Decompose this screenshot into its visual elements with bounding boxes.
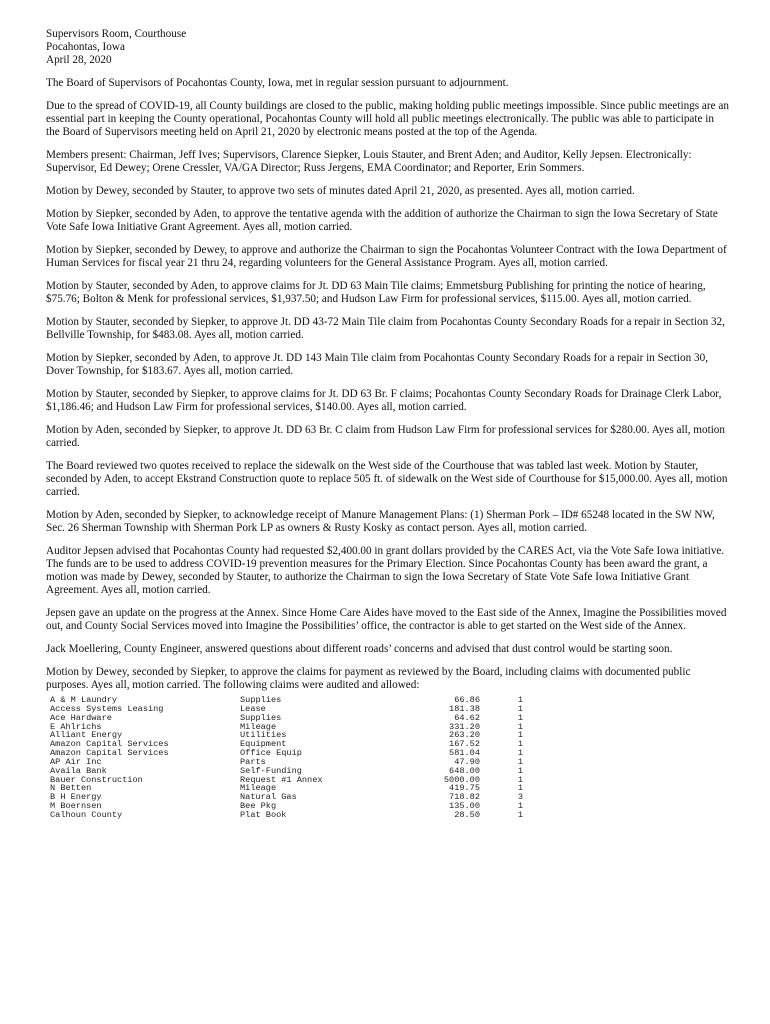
claim-row bbox=[50, 705, 730, 714]
meeting-location: Supervisors Room, Courthouse bbox=[46, 28, 187, 40]
claim-amount: 47.90 bbox=[454, 756, 480, 767]
claim-count: 1 bbox=[517, 703, 523, 714]
claim-vendor: Amazon Capital Services bbox=[50, 739, 169, 750]
claim-count: 1 bbox=[517, 809, 523, 820]
claims-motion-paragraph: Motion by Dewey, seconded by Siepker, to approve the claims for payment as reviewed by the Board, including claims with documented public purposes. Ayes all, motion carried. The following claims were audited and allowed: bbox=[46, 666, 691, 691]
claim-amount: 181.38 bbox=[449, 703, 480, 714]
dd63-br-f-paragraph: Motion by Stauter, seconded by Siepker, to approve claims for Jt. DD 63 Br. F claims; Pocahontas County Secondary Roads for Drainage Clerk Labor, $1,186.46; and Hudson Law Firm for professional services, $140.00. Ayes all, motion carried. bbox=[46, 388, 722, 413]
claim-row bbox=[50, 723, 730, 732]
claim-amount: 648.00 bbox=[449, 765, 480, 776]
claim-description: Self-Funding bbox=[240, 765, 302, 776]
sidewalk-paragraph: The Board reviewed two quotes received to replace the sidewalk on the West side of the Courthouse that was tabled last week. Motion by Stauter, seconded by Aden, to accept Ekstrand Construction quote to replace 505 ft. of sidewalk on the West side of Courthouse for $15,000.00. Ayes all, motion carried. bbox=[46, 460, 728, 498]
claims-table bbox=[50, 696, 730, 820]
claim-count: 1 bbox=[517, 783, 523, 794]
claim-description: Natural Gas bbox=[240, 792, 297, 803]
claim-description: Bee Pkg bbox=[240, 801, 277, 812]
claim-description: Supplies bbox=[240, 712, 282, 723]
claim-vendor: Access Systems Leasing bbox=[50, 703, 164, 714]
claim-vendor: Availa Bank bbox=[50, 765, 107, 776]
claim-amount: 718.82 bbox=[449, 792, 480, 803]
claim-row bbox=[50, 749, 730, 758]
claim-count: 1 bbox=[517, 730, 523, 741]
manure-plan-paragraph: Motion by Aden, seconded by Siepker, to acknowledge receipt of Manure Management Plans: (1) Sherman Pork – ID# 65248 located in the SW NW, Sec. 26 Sherman Township with Sherman Pork LP as owners & Rusty Kosky as contact person. Ayes all, motion carried. bbox=[46, 509, 715, 534]
dd63-main-tile-paragraph: Motion by Stauter, seconded by Aden, to approve claims for Jt. DD 63 Main Tile claims; Emmetsburg Publishing for printing the notice of hearing, $75.76; Bolton & Menk for professional services, $1,937.50; and Hudson Law Firm for professional services, $115.00. Ayes all, motion carried. bbox=[46, 280, 706, 305]
claim-count: 1 bbox=[517, 748, 523, 759]
covid-notice-paragraph: Due to the spread of COVID-19, all County buildings are closed to the public, making holding public meetings impossible. Since public meetings are an essential part in keeping the County operational, Pocahontas County will hold all public meetings electronically. The public was able to participate in the Board of Supervisors meeting held on April 21, 2020 by electronic means posted at the top of the Agenda. bbox=[46, 100, 729, 138]
volunteer-contract-paragraph: Motion by Siepker, seconded by Dewey, to approve and authorize the Chairman to sign the Pocahontas Volunteer Contract with the Iowa Department of Human Services for fiscal year 21 thru 24, regarding volunteers for the General Assistance Program. Ayes all, motion carried. bbox=[46, 244, 727, 269]
claim-row bbox=[50, 784, 730, 793]
claim-vendor: Bauer Construction bbox=[50, 774, 143, 785]
claim-vendor: Amazon Capital Services bbox=[50, 748, 169, 759]
claim-vendor: B H Energy bbox=[50, 792, 102, 803]
claim-row bbox=[50, 714, 730, 723]
county-engineer-paragraph: Jack Moellering, County Engineer, answered questions about different roads’ concerns and advised that dust control would be starting soon. bbox=[46, 643, 673, 655]
minutes-motion-paragraph: Motion by Dewey, seconded by Stauter, to approve two sets of minutes dated April 21, 2020, as presented. Ayes all, motion carried. bbox=[46, 185, 635, 197]
claim-vendor: Alliant Energy bbox=[50, 730, 123, 741]
claim-amount: 135.00 bbox=[449, 801, 480, 812]
intro-paragraph: The Board of Supervisors of Pocahontas County, Iowa, met in regular session pursuant to adjournment. bbox=[46, 77, 509, 89]
claim-description: Equipment bbox=[240, 739, 287, 750]
claim-vendor: A & M Laundry bbox=[50, 695, 118, 705]
claim-count: 1 bbox=[517, 721, 523, 732]
claim-count: 1 bbox=[517, 712, 523, 723]
annex-update-paragraph: Jepsen gave an update on the progress at the Annex. Since Home Care Aides have moved to the East side of the Annex, Imagine the Possibilities moved out, and County Social Services moved into Imagine the Possibilities’ office, the contractor is able to get started on the West side of the Annex. bbox=[46, 607, 727, 632]
cares-grant-paragraph: Auditor Jepsen advised that Pocahontas County had requested $2,400.00 in grant dollars provided by the CARES Act, via the Vote Safe Iowa initiative. The funds are to be used to address COVID-19 prevention measures for the Primary Election. Since Pocahontas County has been award the grant, a motion was made by Dewey, seconded by Stauter, to authorize the Chairman to sign the Iowa Secretary of State Vote Safe Iowa Initiative Grant Agreement. Ayes all, motion carried. bbox=[46, 545, 725, 596]
claim-description: Office Equip bbox=[240, 748, 302, 759]
claim-description: Plat Book bbox=[240, 809, 287, 820]
claim-amount: 28.50 bbox=[454, 809, 480, 820]
claim-description: Mileage bbox=[240, 783, 277, 794]
claim-description: Supplies bbox=[240, 695, 282, 705]
meeting-header bbox=[46, 28, 730, 67]
claim-amount: 581.04 bbox=[449, 748, 480, 759]
agenda-motion-paragraph: Motion by Siepker, seconded by Aden, to approve the tentative agenda with the addition of authorize the Chairman to sign the Iowa Secretary of State Vote Safe Iowa Initiative Grant Agreement. Ayes all, motion carried. bbox=[46, 208, 718, 233]
claim-count: 1 bbox=[517, 774, 523, 785]
claim-description: Mileage bbox=[240, 721, 277, 732]
claim-row bbox=[50, 811, 730, 820]
members-present-paragraph: Members present: Chairman, Jeff Ives; Supervisors, Clarence Siepker, Louis Stauter, and Brent Aden; and Auditor, Kelly Jepsen. Electronically: Supervisor, Ed Dewey; Orene Cressler, VA/GA Director; Russ Jergens, EMA Coordinator; and Reporter, Erin Sommers. bbox=[46, 149, 692, 174]
claim-vendor: Ace Hardware bbox=[50, 712, 112, 723]
claim-vendor: E Ahlrichs bbox=[50, 721, 102, 732]
claim-count: 1 bbox=[517, 756, 523, 767]
claim-count: 1 bbox=[517, 695, 523, 705]
claim-amount: 167.52 bbox=[449, 739, 480, 750]
claim-count: 3 bbox=[517, 792, 523, 803]
claim-row bbox=[50, 776, 730, 785]
claim-count: 1 bbox=[517, 765, 523, 776]
dd143-paragraph: Motion by Siepker, seconded by Aden, to approve Jt. DD 143 Main Tile claim from Pocahontas County Secondary Roads for a repair in Section 30, Dover Township, for $183.67. Ayes all, motion carried. bbox=[46, 352, 708, 377]
claim-vendor: AP Air Inc bbox=[50, 756, 102, 767]
claim-row bbox=[50, 793, 730, 802]
claim-row bbox=[50, 802, 730, 811]
claim-amount: 64.62 bbox=[454, 712, 480, 723]
claim-count: 1 bbox=[517, 801, 523, 812]
claim-description: Utilities bbox=[240, 730, 287, 741]
meeting-city: Pocahontas, Iowa bbox=[46, 41, 125, 53]
meeting-date: April 28, 2020 bbox=[46, 54, 112, 66]
claim-description: Request #1 Annex bbox=[240, 774, 323, 785]
claim-count: 1 bbox=[517, 739, 523, 750]
dd43-72-paragraph: Motion by Stauter, seconded by Siepker, to approve Jt. DD 43-72 Main Tile claim from Pocahontas County Secondary Roads for a repair in Section 32, Bellville Township, for $483.08. Ayes all, motion carried. bbox=[46, 316, 725, 341]
claim-vendor: N Betten bbox=[50, 783, 92, 794]
claim-vendor: Calhoun County bbox=[50, 809, 123, 820]
claim-amount: 263.20 bbox=[449, 730, 480, 741]
claim-amount: 66.86 bbox=[454, 695, 480, 705]
claim-amount: 419.75 bbox=[449, 783, 480, 794]
claim-row bbox=[50, 758, 730, 767]
claim-amount: 331.20 bbox=[449, 721, 480, 732]
dd63-br-c-paragraph: Motion by Aden, seconded by Siepker, to approve Jt. DD 63 Br. C claim from Hudson Law Firm for professional services for $280.00. Ayes all, motion carried. bbox=[46, 424, 725, 449]
claim-description: Parts bbox=[240, 756, 266, 767]
claim-amount: 5000.00 bbox=[443, 774, 480, 785]
claim-vendor: M Boernsen bbox=[50, 801, 102, 812]
claim-row bbox=[50, 767, 730, 776]
claim-description: Lease bbox=[240, 703, 266, 714]
